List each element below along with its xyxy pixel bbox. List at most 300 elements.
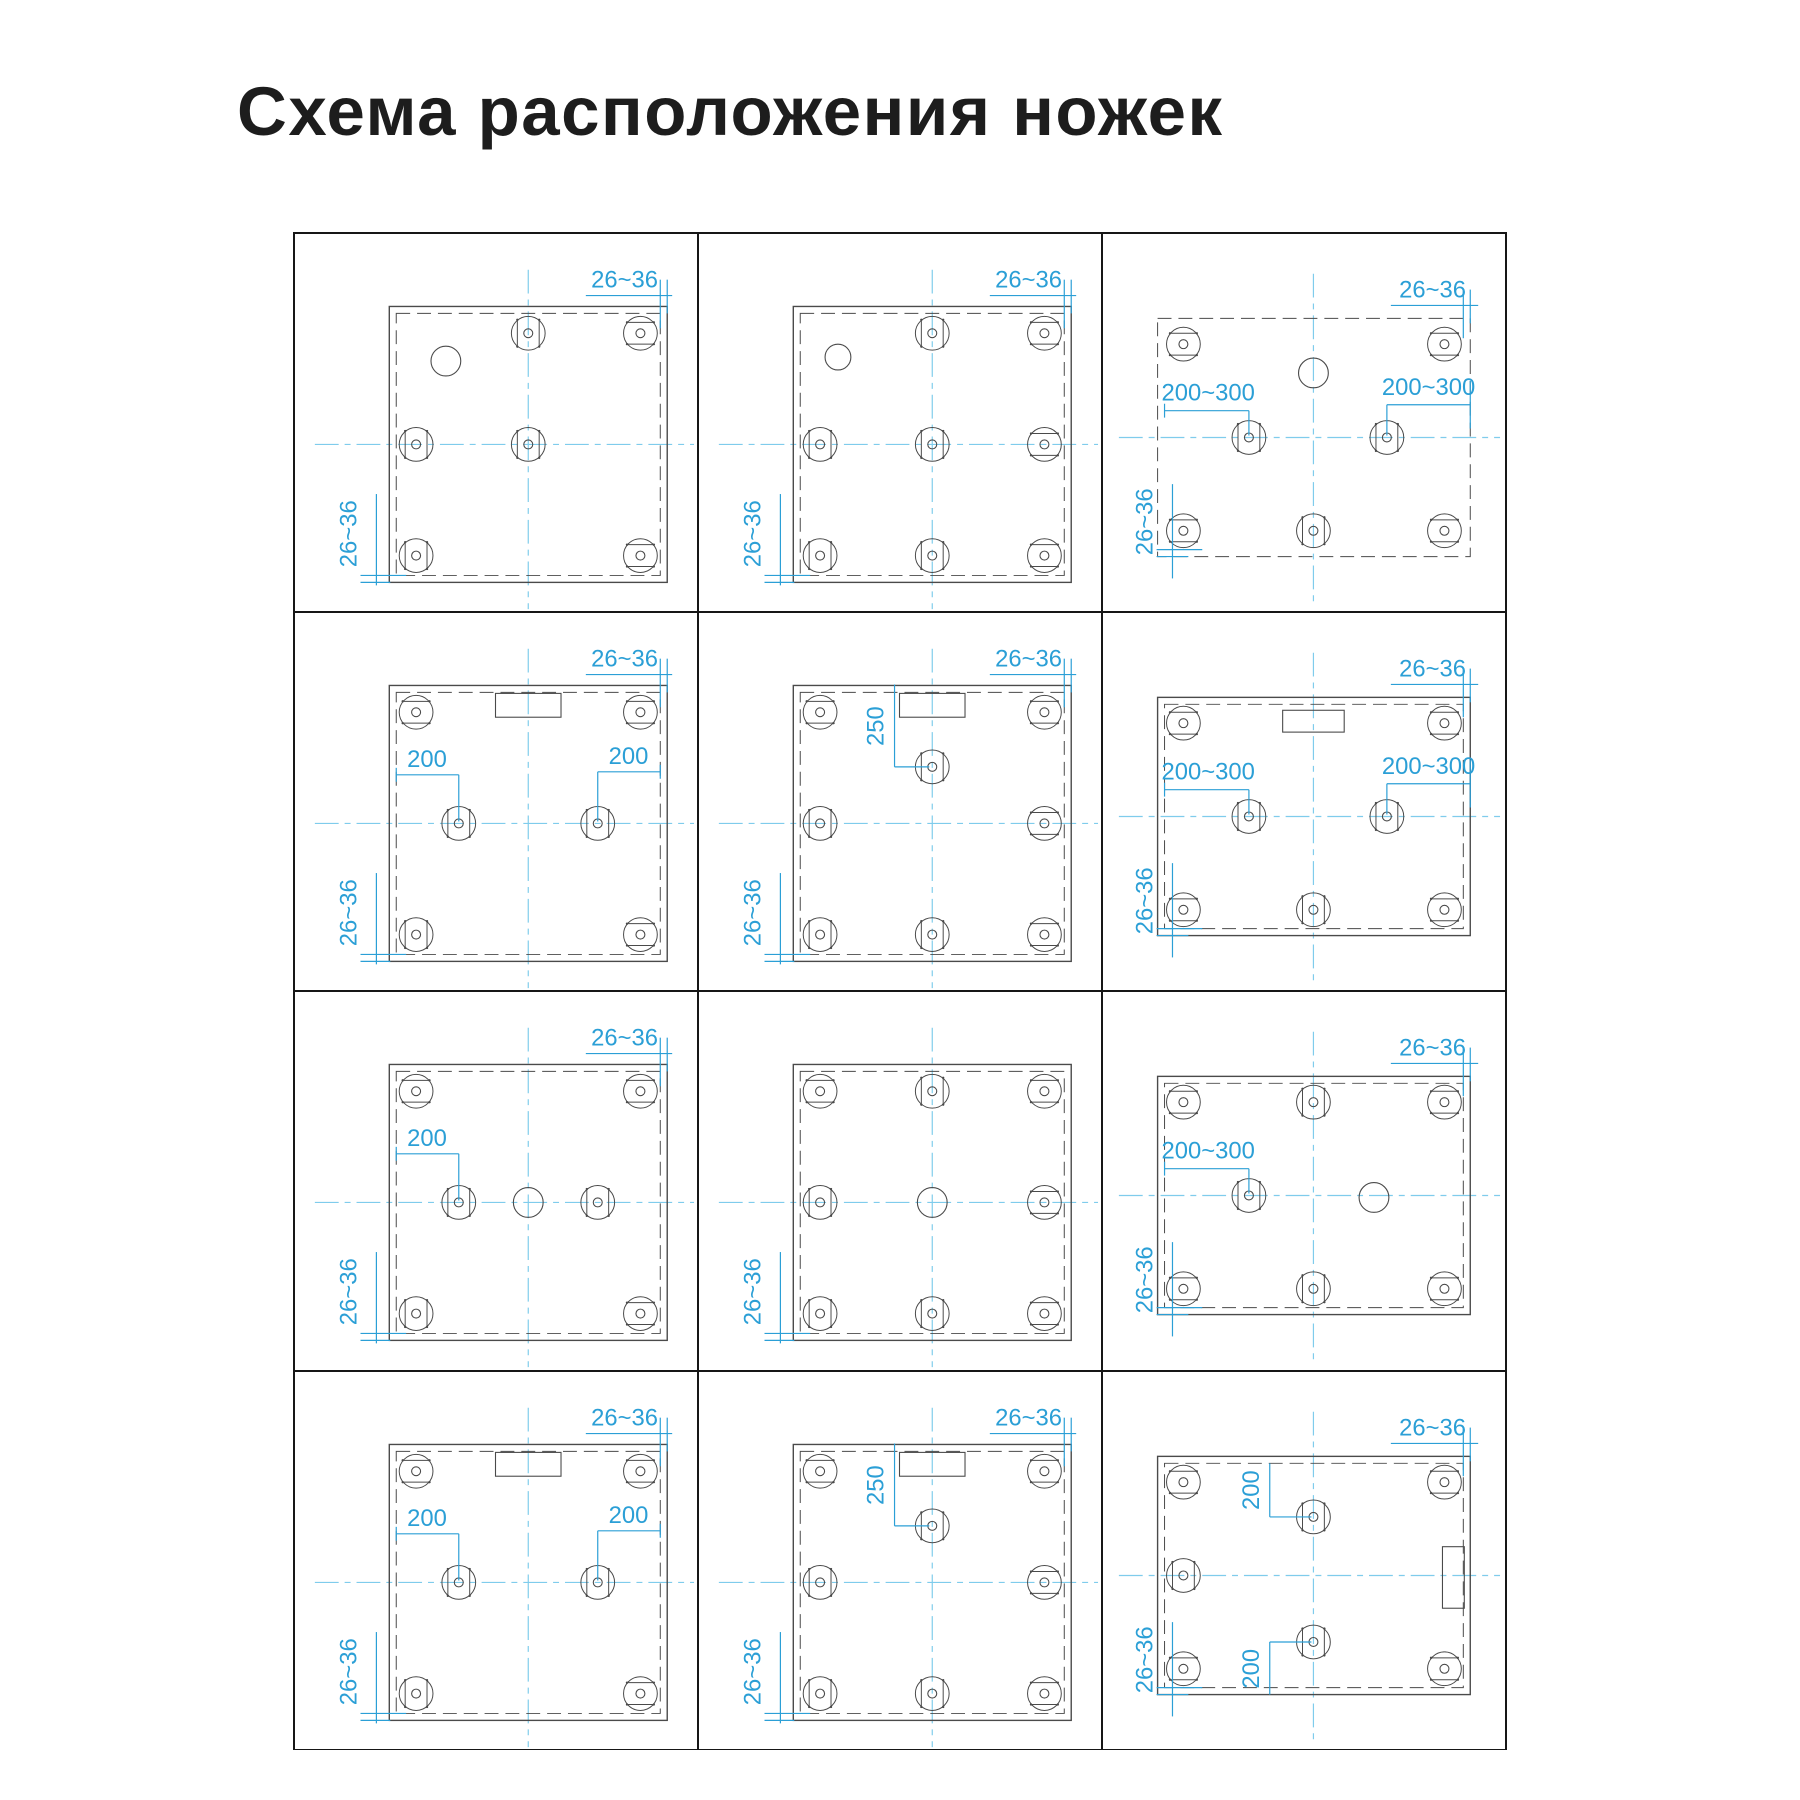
- foot-bolt-dot: [1237, 829, 1239, 831]
- foot-bolt-dot: [1301, 1275, 1303, 1277]
- foot-bolt-dot: [1430, 711, 1432, 713]
- dimension-label: 200~300: [1161, 758, 1255, 786]
- foot-bolt-dot: [1375, 829, 1377, 831]
- foot-icon: [1167, 706, 1201, 740]
- dimension: [1382, 374, 1475, 436]
- dimension-label: 26~36: [591, 266, 658, 294]
- cell-drawing: [295, 992, 697, 1369]
- foot-bolt-dot: [404, 541, 406, 543]
- foot-bolt-dot: [1237, 1181, 1239, 1183]
- foot-bolt-dot: [1057, 1459, 1059, 1461]
- foot-bolt-dot: [586, 836, 588, 838]
- foot-bolt-dot: [942, 1705, 944, 1707]
- foot-bolt-dot: [942, 1104, 944, 1106]
- foot-bolt-dot: [1196, 1090, 1198, 1092]
- foot-bolt-dot: [1196, 354, 1198, 356]
- foot-icon: [624, 1676, 658, 1710]
- cell-drawing: [699, 1372, 1101, 1749]
- foot-bolt-dot: [404, 1705, 406, 1707]
- foot-bolt-dot: [1169, 1299, 1171, 1301]
- foot-bolt-dot: [808, 457, 810, 459]
- foot-icon: [803, 1676, 837, 1710]
- dimension: [336, 873, 407, 964]
- foot-bolt-dot: [626, 1101, 628, 1103]
- foot-bolt-dot: [1030, 944, 1032, 946]
- foot-bolt-dot: [1430, 541, 1432, 543]
- foot-bolt-dot: [404, 1326, 406, 1328]
- foot-bolt-dot: [607, 809, 609, 811]
- foot-icon: [624, 316, 658, 350]
- dimension-label: 26~36: [739, 1258, 767, 1326]
- foot-bolt-dot: [942, 752, 944, 754]
- foot-bolt-dot: [1237, 802, 1239, 804]
- dimension-label: 200: [1237, 1648, 1265, 1689]
- foot-bolt-dot: [447, 1594, 449, 1596]
- cell-drawing: [699, 613, 1101, 990]
- foot-bolt-dot: [832, 700, 834, 702]
- foot-icon: [1167, 893, 1201, 927]
- foot-bolt-dot: [920, 457, 922, 459]
- foot-bolt-dot: [653, 1079, 655, 1081]
- foot-bolt-dot: [1457, 920, 1459, 922]
- foot-bolt-dot: [830, 1594, 832, 1596]
- foot-bolt-dot: [1457, 1112, 1459, 1114]
- foot-bolt-dot: [1057, 722, 1059, 724]
- foot-bolt-dot: [626, 923, 628, 925]
- foot-icon: [624, 1454, 658, 1488]
- drain-hole-icon: [1359, 1183, 1389, 1213]
- dimension-label: 26~36: [739, 879, 767, 947]
- foot-bolt-dot: [1457, 1090, 1459, 1092]
- foot-bolt-dot: [1323, 895, 1325, 897]
- cell-drawing: [1103, 613, 1505, 990]
- foot-bolt-dot: [1030, 1681, 1032, 1683]
- foot-bolt-dot: [607, 1188, 609, 1190]
- foot-bolt-dot: [447, 836, 449, 838]
- dimension-label: 26~36: [335, 1258, 363, 1326]
- foot-bolt-dot: [830, 541, 832, 543]
- foot-bolt-dot: [830, 920, 832, 922]
- foot-icon: [399, 1676, 433, 1710]
- foot-bolt-dot: [942, 1538, 944, 1540]
- foot-bolt-dot: [830, 947, 832, 949]
- foot-bolt-dot: [1430, 898, 1432, 900]
- dimension: [336, 1252, 407, 1343]
- foot-bolt-dot: [1430, 733, 1432, 735]
- foot-bolt-dot: [404, 457, 406, 459]
- foot-bolt-dot: [1397, 423, 1399, 425]
- foot-bolt-dot: [447, 1188, 449, 1190]
- foot-bolt-dot: [832, 1079, 834, 1081]
- foot-bolt-dot: [626, 1302, 628, 1304]
- foot-bolt-dot: [607, 836, 609, 838]
- foot-bolt-dot: [1030, 700, 1032, 702]
- foot-bolt-dot: [1375, 423, 1377, 425]
- foot-bolt-dot: [806, 1079, 808, 1081]
- foot-bolt-dot: [1237, 450, 1239, 452]
- foot-bolt-dot: [1457, 332, 1459, 334]
- dimension-label: 200: [608, 743, 649, 771]
- foot-bolt-dot: [1196, 1277, 1198, 1279]
- foot-bolt-dot: [626, 321, 628, 323]
- foot-bolt-dot: [404, 430, 406, 432]
- foot-bolt-dot: [1196, 898, 1198, 900]
- dimension-label: 26~36: [995, 1404, 1062, 1432]
- foot-bolt-dot: [447, 809, 449, 811]
- foot-bolt-dot: [426, 457, 428, 459]
- foot-bolt-dot: [586, 1594, 588, 1596]
- dimension-label: 26~36: [1131, 867, 1159, 935]
- foot-bolt-dot: [920, 1104, 922, 1106]
- foot-bolt-dot: [1196, 1299, 1198, 1301]
- foot-bolt-dot: [1457, 519, 1459, 521]
- foot-bolt-dot: [1430, 519, 1432, 521]
- foot-bolt-dot: [447, 1215, 449, 1217]
- foot-icon: [1428, 706, 1462, 740]
- foot-bolt-dot: [806, 722, 808, 724]
- foot-bolt-dot: [1057, 454, 1059, 456]
- dimension-label: 200~300: [1161, 379, 1255, 407]
- foot-bolt-dot: [626, 722, 628, 724]
- foot-bolt-dot: [586, 1188, 588, 1190]
- dimension-label: 200: [407, 1504, 447, 1532]
- foot-bolt-dot: [1057, 1079, 1059, 1081]
- dimension: [740, 873, 811, 964]
- foot-bolt-dot: [1057, 1480, 1059, 1482]
- foot-bolt-dot: [942, 430, 944, 432]
- foot-bolt-dot: [469, 809, 471, 811]
- dimension: [990, 1404, 1076, 1466]
- foot-bolt-dot: [1430, 1470, 1432, 1472]
- dimension: [863, 1443, 930, 1525]
- foot-bolt-dot: [830, 1326, 832, 1328]
- drain-hole-icon: [825, 344, 851, 370]
- foot-bolt-dot: [653, 565, 655, 567]
- foot-bolt-dot: [586, 809, 588, 811]
- foot-icon: [1028, 918, 1062, 952]
- foot-bolt-dot: [1457, 733, 1459, 735]
- foot-bolt-dot: [808, 1188, 810, 1190]
- foot-bolt-dot: [1057, 321, 1059, 323]
- diagram-cell-11: [698, 1371, 1102, 1750]
- foot-bolt-dot: [1323, 1088, 1325, 1090]
- foot-bolt-dot: [920, 1077, 922, 1079]
- foot-bolt-dot: [1430, 920, 1432, 922]
- dimension: [1391, 1414, 1478, 1476]
- foot-bolt-dot: [469, 836, 471, 838]
- dimension: [1162, 759, 1255, 815]
- foot-bolt-dot: [1030, 722, 1032, 724]
- foot-bolt-dot: [1196, 920, 1198, 922]
- dimension-label: 26~36: [1399, 276, 1466, 304]
- foot-icon: [803, 696, 837, 730]
- foot-bolt-dot: [808, 836, 810, 838]
- foot-bolt-dot: [1301, 922, 1303, 924]
- foot-bolt-dot: [920, 947, 922, 949]
- foot-bolt-dot: [1196, 519, 1198, 521]
- foot-bolt-dot: [1196, 1678, 1198, 1680]
- foot-icon: [803, 539, 837, 573]
- dimension-label: 26~36: [335, 1637, 363, 1705]
- foot-bolt-dot: [1030, 565, 1032, 567]
- foot-icon: [624, 918, 658, 952]
- foot-bolt-dot: [1196, 711, 1198, 713]
- foot-bolt-dot: [942, 947, 944, 949]
- foot-bolt-dot: [1301, 1627, 1303, 1629]
- foot-bolt-dot: [832, 722, 834, 724]
- foot-bolt-dot: [920, 1679, 922, 1681]
- foot-bolt-dot: [586, 1215, 588, 1217]
- foot-bolt-dot: [1030, 432, 1032, 434]
- foot-bolt-dot: [1057, 833, 1059, 835]
- foot-bolt-dot: [1030, 811, 1032, 813]
- foot-bolt-dot: [1196, 541, 1198, 543]
- foot-icon: [1028, 1297, 1062, 1331]
- foot-icon: [399, 918, 433, 952]
- foot-bolt-dot: [1237, 1208, 1239, 1210]
- foot-bolt-dot: [1169, 354, 1171, 356]
- foot-icon: [399, 1075, 433, 1109]
- foot-icon: [1428, 1272, 1462, 1306]
- foot-icon: [1167, 1086, 1201, 1120]
- foot-bolt-dot: [404, 1299, 406, 1301]
- foot-bolt-dot: [1057, 811, 1059, 813]
- foot-bolt-dot: [653, 543, 655, 545]
- foot-bolt-dot: [653, 1703, 655, 1705]
- foot-bolt-dot: [1259, 1181, 1261, 1183]
- dimension-label: 26~36: [335, 500, 363, 568]
- diagram-cell-1: [294, 233, 698, 612]
- foot-bolt-dot: [1430, 1491, 1432, 1493]
- foot-bolt-dot: [942, 345, 944, 347]
- foot-bolt-dot: [626, 1459, 628, 1461]
- dimension-label: 200: [407, 746, 447, 774]
- foot-bolt-dot: [1030, 1459, 1032, 1461]
- foot-bolt-dot: [404, 947, 406, 949]
- dimension-label: 26~36: [995, 266, 1062, 294]
- foot-bolt-dot: [1057, 1570, 1059, 1572]
- foot-bolt-dot: [1259, 450, 1261, 452]
- foot-bolt-dot: [626, 343, 628, 345]
- diagram-cell-10: [294, 1371, 698, 1750]
- cell-drawing: [295, 234, 697, 611]
- foot-bolt-dot: [626, 700, 628, 702]
- foot-bolt-dot: [1430, 354, 1432, 356]
- diagram-cell-4: [294, 612, 698, 991]
- foot-bolt-dot: [808, 1326, 810, 1328]
- dimension-label: 250: [862, 1464, 890, 1505]
- foot-bolt-dot: [1057, 1703, 1059, 1705]
- foot-bolt-dot: [1030, 1703, 1032, 1705]
- foot-bolt-dot: [808, 1215, 810, 1217]
- foot-bolt-dot: [1057, 1212, 1059, 1214]
- foot-bolt-dot: [942, 1299, 944, 1301]
- foot-bolt-dot: [920, 1705, 922, 1707]
- foot-bolt-dot: [1301, 1115, 1303, 1117]
- foot-bolt-dot: [653, 1459, 655, 1461]
- foot-bolt-dot: [808, 809, 810, 811]
- foot-icon: [1428, 1651, 1462, 1685]
- dimension-label: 26~36: [335, 879, 363, 947]
- foot-bolt-dot: [830, 1679, 832, 1681]
- dimension-label: 200: [1237, 1469, 1265, 1510]
- foot-icon: [803, 1297, 837, 1331]
- foot-icon: [1028, 316, 1062, 350]
- foot-bolt-dot: [1057, 923, 1059, 925]
- foot-bolt-dot: [653, 923, 655, 925]
- foot-bolt-dot: [1057, 944, 1059, 946]
- dimension: [586, 267, 672, 329]
- foot-bolt-dot: [1169, 1112, 1171, 1114]
- foot-bolt-dot: [808, 920, 810, 922]
- foot-bolt-dot: [428, 1101, 430, 1103]
- foot-bolt-dot: [1430, 1678, 1432, 1680]
- foot-bolt-dot: [1457, 898, 1459, 900]
- foot-bolt-dot: [1193, 1560, 1195, 1562]
- foot-bolt-dot: [1057, 1191, 1059, 1193]
- dimension: [1391, 656, 1478, 718]
- foot-bolt-dot: [653, 1101, 655, 1103]
- foot-bolt-dot: [1196, 332, 1198, 334]
- foot-bolt-dot: [1323, 516, 1325, 518]
- foot-bolt-dot: [428, 1459, 430, 1461]
- foot-icon: [1028, 1454, 1062, 1488]
- foot-bolt-dot: [1030, 543, 1032, 545]
- dimension: [586, 646, 672, 708]
- foot-bolt-dot: [1259, 829, 1261, 831]
- foot-bolt-dot: [806, 1459, 808, 1461]
- foot-bolt-dot: [538, 430, 540, 432]
- foot-bolt-dot: [1430, 332, 1432, 334]
- foot-icon: [624, 1075, 658, 1109]
- foot-bolt-dot: [1196, 1112, 1198, 1114]
- dimension-label: 26~36: [995, 645, 1062, 673]
- foot-bolt-dot: [1301, 1088, 1303, 1090]
- foot-bolt-dot: [428, 722, 430, 724]
- foot-bolt-dot: [942, 1326, 944, 1328]
- foot-bolt-dot: [1301, 1529, 1303, 1531]
- foot-icon: [624, 539, 658, 573]
- foot-bolt-dot: [404, 1679, 406, 1681]
- foot-bolt-dot: [653, 321, 655, 323]
- foot-bolt-dot: [653, 722, 655, 724]
- foot-bolt-dot: [538, 345, 540, 347]
- foot-bolt-dot: [626, 1703, 628, 1705]
- foot-bolt-dot: [426, 1679, 428, 1681]
- foot-icon: [1028, 1676, 1062, 1710]
- foot-bolt-dot: [808, 1567, 810, 1569]
- foot-icon: [1428, 514, 1462, 548]
- foot-bolt-dot: [1057, 432, 1059, 434]
- foot-bolt-dot: [1169, 733, 1171, 735]
- foot-bolt-dot: [1457, 1299, 1459, 1301]
- foot-icon: [1428, 893, 1462, 927]
- foot-bolt-dot: [1457, 541, 1459, 543]
- foot-bolt-dot: [516, 430, 518, 432]
- cell-drawing: [295, 1372, 697, 1749]
- diagram-cell-8: [698, 991, 1102, 1370]
- foot-bolt-dot: [1430, 1656, 1432, 1658]
- foot-bolt-dot: [1169, 519, 1171, 521]
- dimension-label: 200~300: [1161, 1138, 1255, 1166]
- foot-bolt-dot: [607, 1215, 609, 1217]
- foot-bolt-dot: [1171, 1560, 1173, 1562]
- foot-bolt-dot: [1323, 1627, 1325, 1629]
- foot-bolt-dot: [1030, 1191, 1032, 1193]
- dimension-label: 26~36: [1131, 1625, 1159, 1693]
- foot-bolt-dot: [1430, 1090, 1432, 1092]
- foot-bolt-dot: [1457, 1678, 1459, 1680]
- dimension: [1162, 1138, 1255, 1194]
- foot-bolt-dot: [1169, 711, 1171, 713]
- foot-bolt-dot: [1030, 343, 1032, 345]
- foot-bolt-dot: [428, 1480, 430, 1482]
- foot-bolt-dot: [1323, 1275, 1325, 1277]
- foot-bolt-dot: [1193, 1587, 1195, 1589]
- foot-bolt-dot: [942, 920, 944, 922]
- foot-icon: [1167, 1651, 1201, 1685]
- foot-bolt-dot: [1030, 1480, 1032, 1482]
- foot-bolt-dot: [1323, 1654, 1325, 1656]
- cell-drawing: [1103, 1372, 1505, 1749]
- foot-bolt-dot: [404, 920, 406, 922]
- foot-bolt-dot: [806, 700, 808, 702]
- foot-bolt-dot: [1169, 1470, 1171, 1472]
- foot-bolt-dot: [1057, 543, 1059, 545]
- foot-icon: [1428, 1086, 1462, 1120]
- foot-icon: [1167, 1272, 1201, 1306]
- foot-bolt-dot: [1057, 1681, 1059, 1683]
- foot-bolt-dot: [1169, 898, 1171, 900]
- dimension: [586, 1025, 672, 1087]
- foot-bolt-dot: [1397, 802, 1399, 804]
- foot-icon: [1167, 327, 1201, 361]
- foot-bolt-dot: [808, 568, 810, 570]
- foot-bolt-dot: [920, 1299, 922, 1301]
- foot-bolt-dot: [426, 541, 428, 543]
- dimension-label: 26~36: [591, 1404, 658, 1432]
- foot-bolt-dot: [469, 1215, 471, 1217]
- foot-icon: [803, 1454, 837, 1488]
- foot-bolt-dot: [808, 541, 810, 543]
- foot-bolt-dot: [830, 430, 832, 432]
- foot-bolt-dot: [1030, 923, 1032, 925]
- foot-icon: [399, 696, 433, 730]
- diagram-cell-12: [1102, 1371, 1506, 1750]
- foot-bolt-dot: [920, 1538, 922, 1540]
- foot-bolt-dot: [1169, 1090, 1171, 1092]
- foot-bolt-dot: [1397, 829, 1399, 831]
- foot-bolt-dot: [653, 700, 655, 702]
- dimension-label: 26~36: [1131, 488, 1159, 556]
- foot-bolt-dot: [1301, 543, 1303, 545]
- foot-bolt-dot: [1457, 354, 1459, 356]
- dimension-label: 26~36: [739, 500, 767, 568]
- page-title: Схема расположения ножек: [237, 73, 1224, 150]
- foot-bolt-dot: [1323, 1529, 1325, 1531]
- foot-bolt-dot: [920, 752, 922, 754]
- dimension-label: 200~300: [1381, 752, 1476, 780]
- foot-bolt-dot: [1171, 1587, 1173, 1589]
- foot-bolt-dot: [426, 947, 428, 949]
- foot-bolt-dot: [607, 1567, 609, 1569]
- diagram-cell-9: [1102, 991, 1506, 1370]
- foot-icon: [399, 1297, 433, 1331]
- foot-bolt-dot: [1030, 1592, 1032, 1594]
- foot-bolt-dot: [516, 457, 518, 459]
- foot-bolt-dot: [1057, 700, 1059, 702]
- dimension-label: 200: [407, 1125, 447, 1153]
